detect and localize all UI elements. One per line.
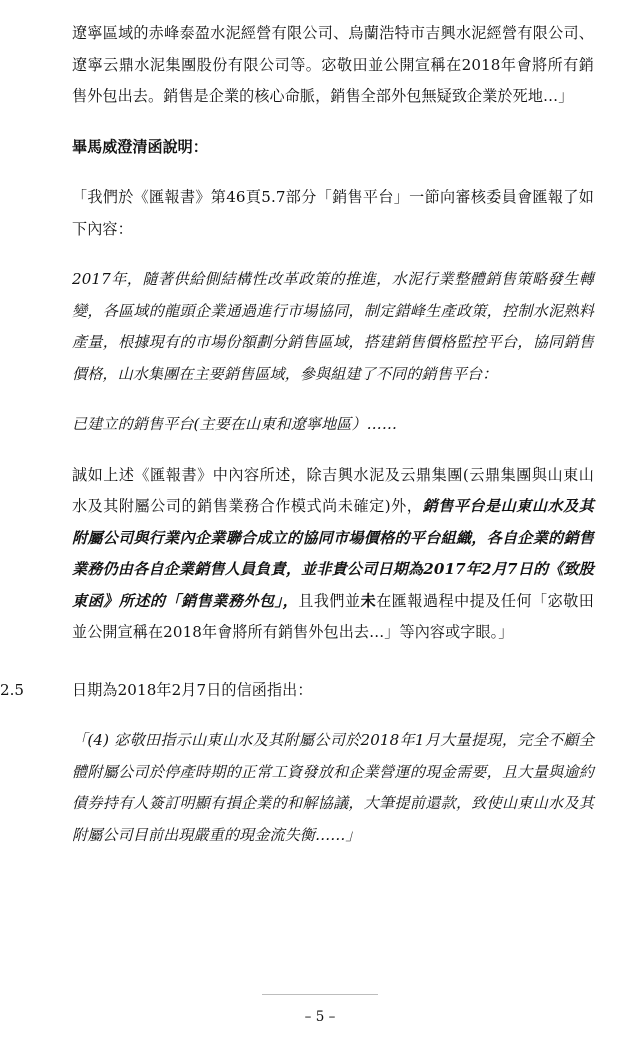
spacer	[72, 390, 594, 409]
heading-kpmg-clarification: 畢馬威澄清函說明：	[72, 137, 208, 156]
clause-text: 日期為2018年2月7日的信函指出：	[72, 680, 313, 699]
page-number: – 5 –	[304, 1009, 336, 1025]
run-bold-emphasis: 未	[360, 591, 377, 610]
run-normal-2: 且我們並	[298, 591, 361, 610]
paragraph-kpmg-2017: 2017年，隨著供給側結構性改革政策的推進，水泥行業整體銷售策略發生轉變，各區域的龍頭企業通過進行市場協同，制定錯峰生產政策，控制水泥熟料產量，根據現有的市場份額劃分銷售區域，搭建銷售價格監控平台，協同銷售價格，山水集團在主要銷售區域，參與組建了不同的銷售平台：	[72, 270, 594, 383]
paragraph-continuation-quote: 遼寧區域的赤峰泰盈水泥經營有限公司、烏蘭浩特市吉興水泥經營有限公司、遼寧云鼎水泥集團股份有限公司等。宓敬田並公開宣稱在2018年會將所有銷售外包出去。銷售是企業的核心命脈，銷售全部外包無疑致企業於死地…」	[72, 24, 594, 105]
clause-number: 2.5	[0, 680, 25, 699]
spacer	[72, 113, 594, 132]
spacer	[72, 441, 594, 460]
run-bold-italic: 銷售平台是山東山水及其附屬公司與行業內企業聯合成立的協同市場價格的平台組織，各自企業的銷售業務仍由各自企業銷售人員負責，並非貴公司日期為2017年2月7日的《致股東函》所述的「銷售業務外包」，	[72, 497, 594, 610]
paragraph-clause-2-5-quote: 「(4) 宓敬田指示山東山水及其附屬公司於2018年1月大量提現，完全不顧全體附屬公司於停產時期的正常工資發放和企業營運的現金需要，且大量與逾約債券持有人簽訂明顯有損企業的和解協議，大筆提前還款，致使山東山水及其附屬公司目前出現嚴重的現金流失衡……」	[72, 731, 594, 844]
paragraph-kpmg-conclusion	[72, 460, 594, 649]
run-normal-1: 誠如上述《匯報書》中內容所述，除吉興水泥及云鼎集團(云鼎集團與山東山水及其附屬公司的銷售業務合作模式尚未確定)外，	[72, 465, 594, 515]
spacer	[72, 163, 594, 182]
paragraph-kpmg-intro: 「我們於《匯報書》第46頁5.7部分「銷售平台」一節向審核委員會匯報了如下內容：	[72, 188, 594, 238]
footer-divider	[262, 994, 378, 995]
spacer	[72, 649, 594, 675]
clause-2-5	[0, 675, 594, 707]
spacer	[72, 706, 594, 725]
run-normal-3: 在匯報過程中提及任何「宓敬田並公開宣稱在2018年會將所有銷售外包出去…」等內容或字眼。」	[72, 591, 594, 641]
spacer	[72, 245, 594, 264]
paragraph-kpmg-platforms: 已建立的銷售平台(主要在山東和遼寧地區）……	[72, 415, 398, 433]
